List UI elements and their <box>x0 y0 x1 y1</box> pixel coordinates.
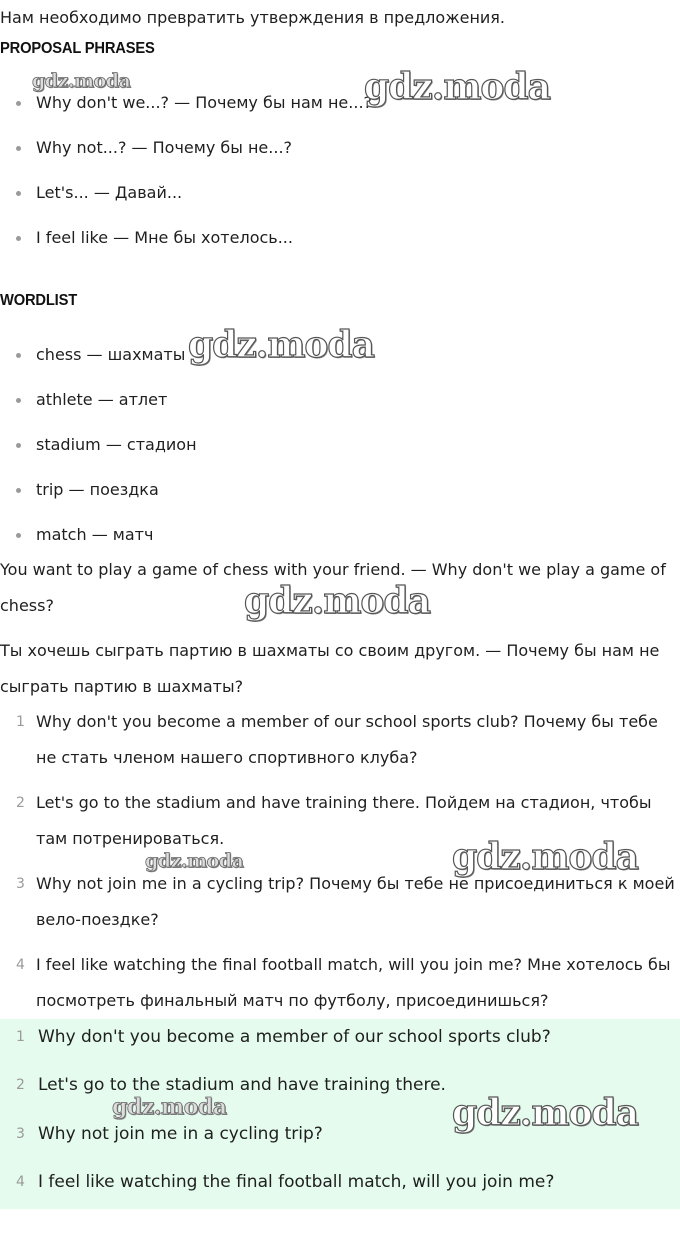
bullet-icon <box>16 191 21 196</box>
proposal-phrases-heading: PROPOSAL PHRASES <box>0 40 155 57</box>
list-item-text: Let's go to the stadium and have training there. Пойдем на стадион, чтобы там потренироваться. <box>36 793 652 848</box>
answer-text: Why not join me in a cycling trip? <box>38 1124 323 1144</box>
item-number: 1 <box>16 714 25 730</box>
bullet-icon <box>16 488 21 493</box>
list-item-text: Why don't you become a member of our school sports club? Почему бы тебе не стать членом нашего спортивного клуба? <box>36 712 658 767</box>
bullet-icon <box>16 398 21 403</box>
list-item-text: I feel like watching the final football match, will you join me? Мне хотелось бы посмотреть финальный матч по футболу, присоединишься? <box>36 955 671 1010</box>
item-number: 2 <box>16 1077 25 1093</box>
watermark-logo: gdz.moda <box>188 324 374 366</box>
answer-text: Let's go to the stadium and have training there. <box>38 1075 446 1095</box>
watermark-logo: gdz.moda <box>452 836 638 878</box>
item-number: 1 <box>16 1029 25 1045</box>
list-item-text: trip — поездка <box>36 480 159 499</box>
list-item-text: Why not...? — Почему бы не...? <box>36 138 293 157</box>
wordlist-heading: WORDLIST <box>0 292 78 309</box>
watermark-logo: gdz.moda <box>364 66 550 108</box>
item-number: 3 <box>16 1126 25 1142</box>
bullet-icon <box>16 353 21 358</box>
bullet-icon <box>16 533 21 538</box>
bullet-icon <box>16 146 21 151</box>
answer-text: Why don't you become a member of our school sports club? <box>38 1027 551 1047</box>
intro-text: Нам необходимо превратить утверждения в предложения. <box>0 8 506 27</box>
answer-text: I feel like watching the final football match, will you join me? <box>38 1172 555 1192</box>
watermark-logo: gdz.moda <box>112 1094 227 1120</box>
watermark-logo: gdz.moda <box>452 1092 638 1134</box>
watermark-logo: gdz.moda <box>32 70 131 92</box>
list-item-text: Why don't we...? — Почему бы нам не...? <box>36 93 373 112</box>
list-item-text: match — матч <box>36 525 154 544</box>
item-number: 4 <box>16 957 25 973</box>
watermark-logo: gdz.moda <box>244 580 430 622</box>
list-item-text: Let's... — Давай... <box>36 183 183 202</box>
example-english: You want to play a game of chess with your friend. — Why don't we play a game of chess? <box>0 560 666 615</box>
bullet-icon <box>16 443 21 448</box>
watermark-logo: gdz.moda <box>145 850 244 872</box>
bullet-icon <box>16 101 21 106</box>
item-number: 2 <box>16 795 25 811</box>
bullet-icon <box>16 236 21 241</box>
example-russian: Ты хочешь сыграть партию в шахматы со своим другом. — Почему бы нам не сыграть партию в шахматы? <box>0 641 660 696</box>
list-item-text: athlete — атлет <box>36 390 168 409</box>
list-item-text: I feel like — Мне бы хотелось... <box>36 228 293 247</box>
list-item-text: stadium — стадион <box>36 435 197 454</box>
list-item-text: Why not join me in a cycling trip? Почему бы тебе не присоединиться к моей вело-поездке? <box>36 874 675 929</box>
list-item-text: chess — шахматы <box>36 345 186 364</box>
item-number: 4 <box>16 1174 25 1190</box>
item-number: 3 <box>16 876 25 892</box>
